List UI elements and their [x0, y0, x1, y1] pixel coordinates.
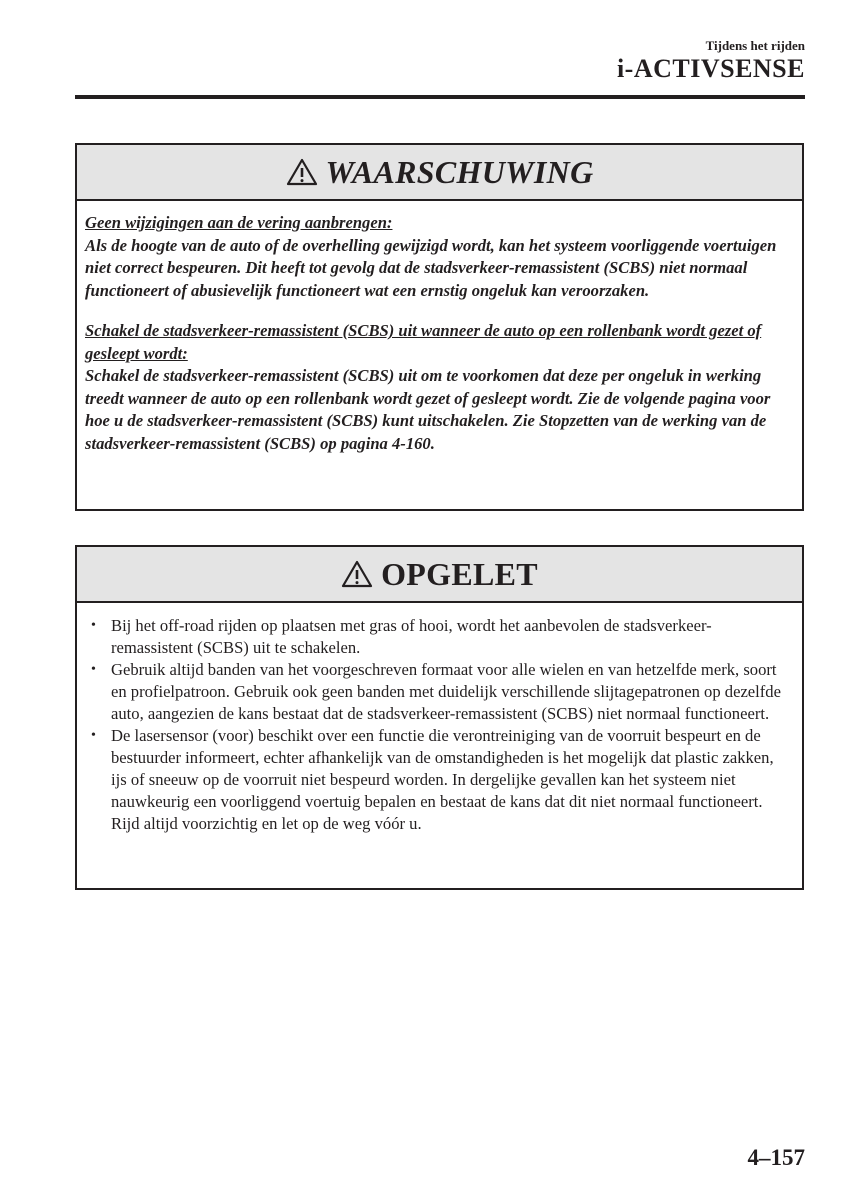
header-divider	[75, 95, 805, 99]
warning-paragraph-text: Schakel de stadsverkeer-remassistent (SCBS) uit om te voorkomen dat deze per ongeluk in werking treedt wanneer de auto op een rollenbank wordt gezet of gesleept wordt. Zie de volgende pagina voor hoe u de stadsverkeer-remassistent (SCBS) kunt uitschakelen. Zie Stopzetten van de werking van de stadsverkeer-remassistent (SCBS) op pagina 4-160.	[85, 366, 771, 453]
warning-paragraph-text: Als de hoogte van de auto of de overhelling gewijzigd wordt, kan het systeem voorliggende voertuigen niet correct bespeuren. Dit heeft tot gevolg dat de stadsverkeer-remassistent (SCBS) niet normaal functioneert of abusievelijk functioneert wat een ernstig ongeluk kan veroorzaken.	[85, 235, 777, 300]
caution-list-item	[91, 725, 792, 835]
caution-box	[75, 545, 804, 890]
warning-triangle-icon	[341, 560, 373, 588]
caution-item-text: De lasersensor (voor) beschikt over een functie die verontreiniging van de voorruit bespeurt en de bestuurder informeert, echter afhankelijk van de omstandigheden is het mogelijk dat plastic zakken, ijs of sneeuw op de voorruit niet bespeurd worden. In dergelijke gevallen kan het systeem niet nauwkeurig een voorliggend voertuig bepalen en bestaat de kans dat dit niet normaal functioneert. Rijd altijd voorzichtig en let op de weg vóór u.	[111, 726, 774, 833]
bullet-icon: •	[91, 728, 96, 743]
caution-header	[77, 547, 802, 603]
bullet-icon: •	[91, 618, 96, 633]
bullet-icon: •	[91, 662, 96, 677]
chapter-title: i-ACTIVSENSE	[616, 54, 805, 83]
warning-paragraph	[85, 320, 794, 455]
warning-paragraph	[85, 212, 794, 302]
warning-header	[77, 145, 802, 201]
caution-body	[77, 603, 802, 835]
caution-list-item	[91, 659, 792, 725]
warning-heading: WAARSCHUWING	[325, 153, 594, 190]
warning-paragraph-title: Schakel de stadsverkeer-remassistent (SCBS) uit wanneer de auto op een rollenbank wordt gezet of gesleept wordt:	[85, 321, 762, 363]
warning-triangle-icon	[286, 158, 318, 186]
caution-item-text: Gebruik altijd banden van het voorgeschreven formaat voor alle wielen en van hetzelfde merk, soort en profielpatroon. Gebruik ook geen banden met duidelijk verschillende slijtagepatronen op dezelfde auto, aangezien de kans bestaat dat de stadsverkeer-remassistent (SCBS) niet normaal functioneert.	[111, 660, 781, 723]
warning-box	[75, 143, 804, 511]
warning-body	[77, 201, 802, 455]
caution-item-text: Bij het off-road rijden op plaatsen met gras of hooi, wordt het aanbevolen de stadsverkeer-remassistent (SCBS) uit te schakelen.	[111, 616, 712, 657]
caution-list-item	[91, 615, 792, 659]
page-number: 4–157	[747, 1145, 805, 1170]
caution-heading: OPGELET	[381, 555, 538, 592]
warning-paragraph-title: Geen wijzigingen aan de vering aanbrengen:	[85, 213, 393, 232]
section-header: Tijdens het rijden	[705, 38, 805, 53]
